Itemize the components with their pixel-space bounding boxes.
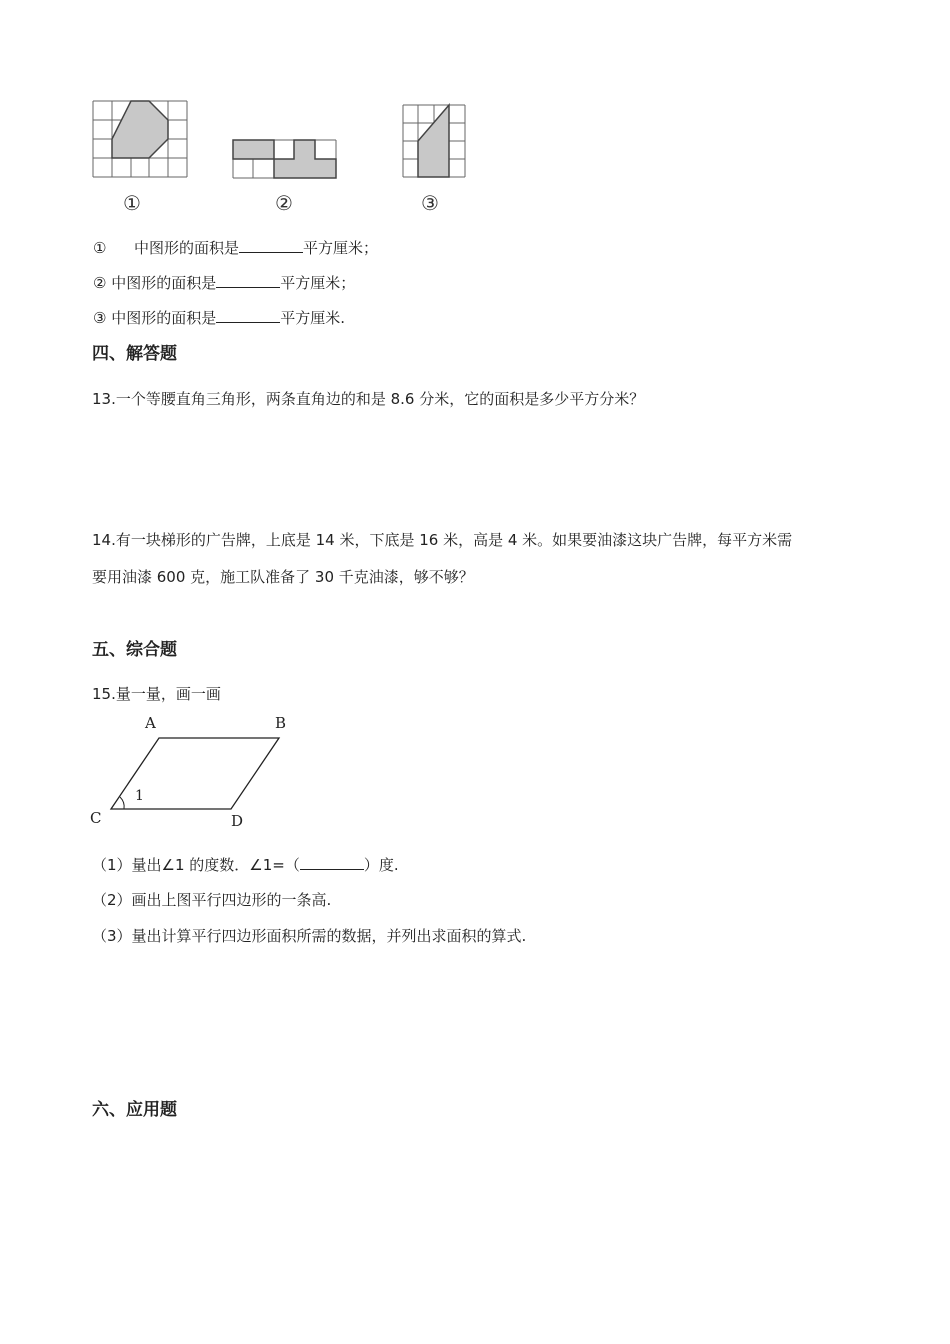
- angle-1-arc: [120, 797, 124, 809]
- figure-3-label: ③: [421, 191, 439, 215]
- q13-text: 13.一个等腰直角三角形，两条直角边的和是 8.6 分米，它的面积是多少平方分米？: [92, 390, 645, 408]
- grid-figures: [85, 95, 485, 220]
- q12-line-2-post: 平方厘米；: [280, 274, 356, 292]
- figure-2-shape-left: [233, 140, 274, 159]
- vertex-d-label: D: [231, 812, 244, 830]
- q15-part-1-post: ）度.: [363, 856, 399, 874]
- figure-2-label: ②: [275, 191, 293, 215]
- q14-line-1: 14.有一块梯形的广告牌，上底是 14 米，下底是 16 米，高是 4 米。如果要油漆这块广告牌，每平方米需: [92, 531, 793, 549]
- q12-line-1-num: ①: [93, 239, 107, 257]
- figure-2-grid: [233, 140, 336, 178]
- vertex-a-label: A: [145, 714, 156, 732]
- figure-1-label: ①: [123, 191, 141, 215]
- q12-line-2: [93, 273, 355, 293]
- q12-line-1-pre: 中图形的面积是: [134, 239, 240, 257]
- section-6-title: 六、应用题: [92, 1100, 177, 1120]
- section-5-title: 五、综合题: [92, 640, 177, 660]
- section-4-title: 四、解答题: [92, 344, 177, 364]
- q12-line-3-pre: ③ 中图形的面积是: [93, 309, 217, 327]
- figure-1-grid: [93, 101, 187, 177]
- q15-angle-blank[interactable]: [300, 855, 364, 870]
- q12-line-1: [93, 238, 378, 258]
- vertex-c-label: C: [90, 809, 102, 827]
- figure-2-shape-right: [274, 140, 336, 178]
- q15-part-1: [92, 855, 399, 875]
- q12-line-1-post: 平方厘米；: [303, 239, 379, 257]
- parallelogram-figure: [85, 708, 305, 833]
- vertex-b-label: B: [275, 714, 287, 732]
- q12-blank-1[interactable]: [239, 238, 303, 253]
- q12-line-2-pre: ② 中图形的面积是: [93, 274, 217, 292]
- q15-part-1-pre: （1）量出∠1 的度数．∠1=（: [92, 856, 300, 874]
- q12-blank-3[interactable]: [216, 308, 280, 323]
- figure-1-shape: [112, 101, 168, 158]
- q12-line-3-post: 平方厘米.: [280, 309, 345, 327]
- q12-blank-2[interactable]: [216, 273, 280, 288]
- q14-line-2: 要用油漆 600 克，施工队准备了 30 千克油漆，够不够？: [92, 568, 474, 586]
- q15-part-2: （2）画出上图平行四边形的一条高.: [92, 891, 332, 909]
- q12-line-3: [93, 308, 345, 328]
- angle-1-label: 1: [135, 788, 144, 804]
- q15-part-3: （3）量出计算平行四边形面积所需的数据，并列出求面积的算式.: [92, 927, 527, 945]
- q15-title: 15.量一量，画一画: [92, 685, 221, 703]
- figure-3-grid: [403, 105, 465, 177]
